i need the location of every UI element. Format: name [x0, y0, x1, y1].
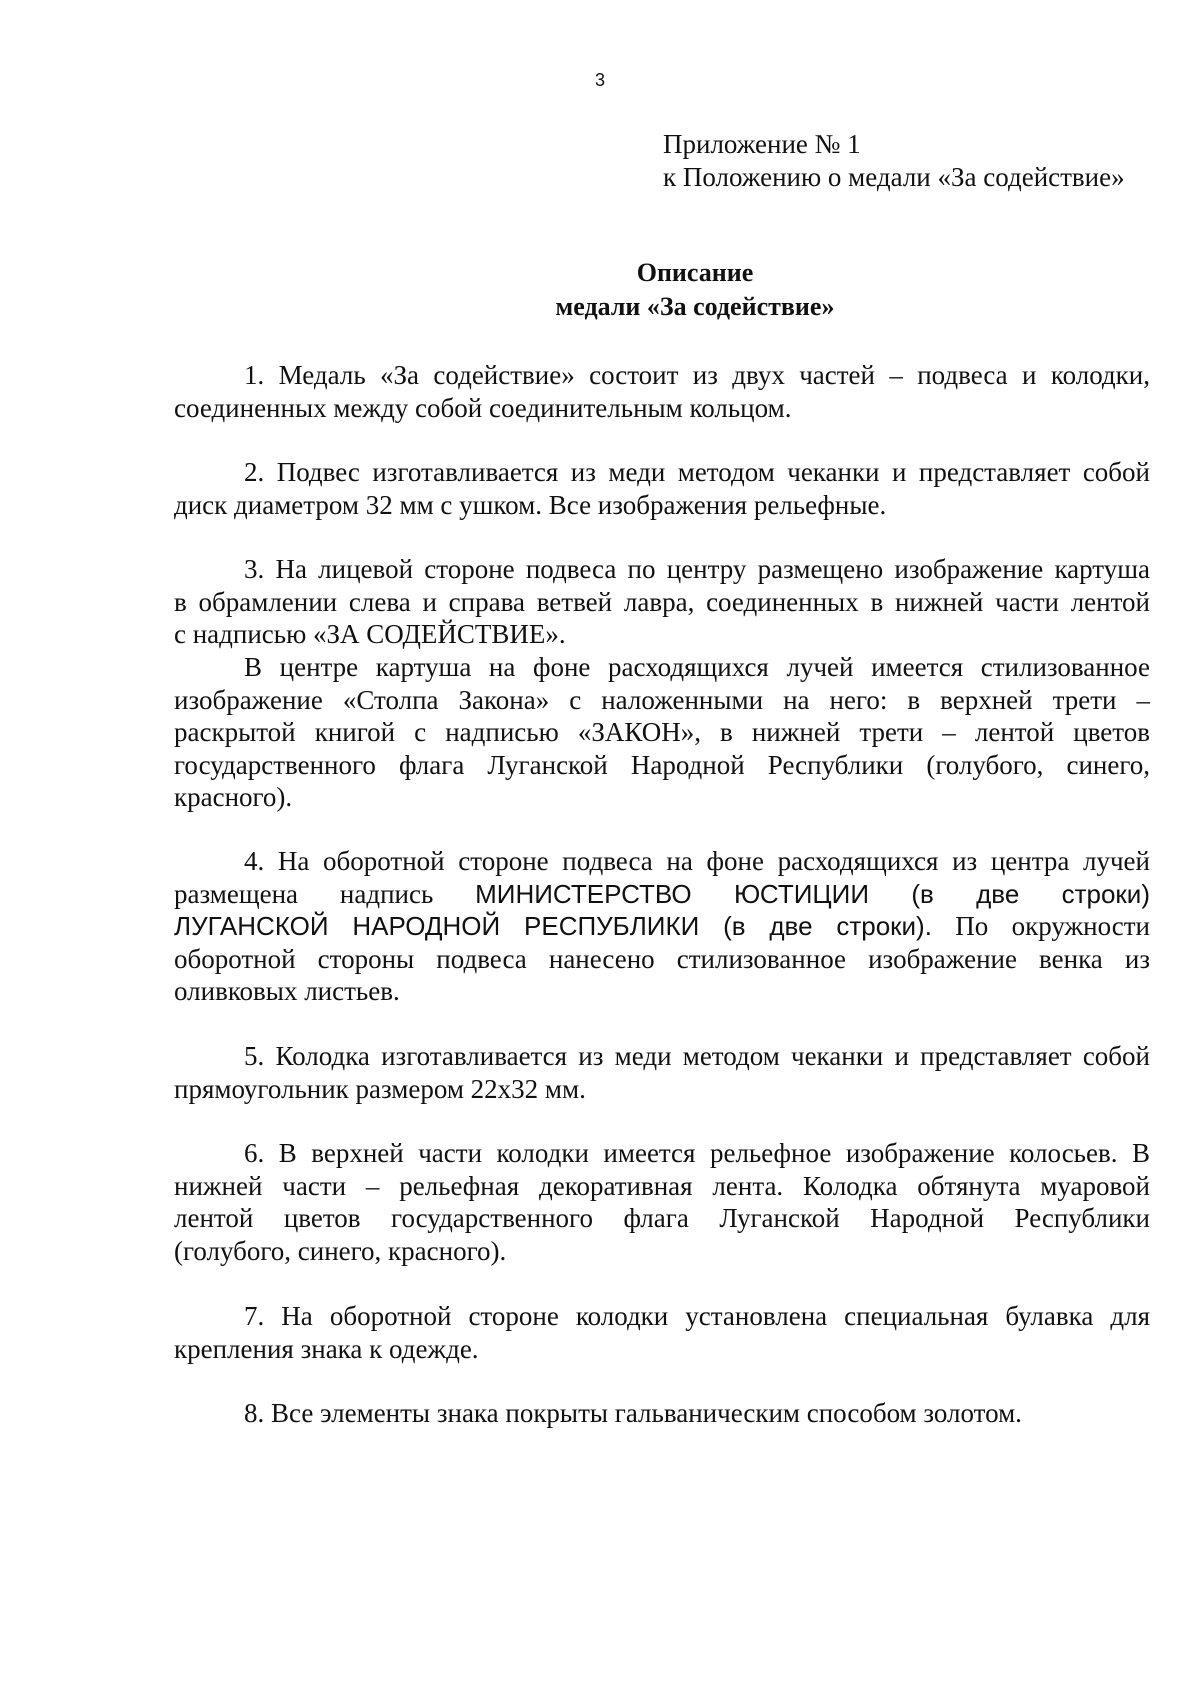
title-line-2: медали «За содействие» — [555, 292, 835, 321]
paragraph-7 — [174, 1300, 1150, 1365]
paragraph-1 — [174, 359, 1150, 424]
paragraph-4-line-1: 4. На оборотной стороне подвеса на фоне расходящихся из центра лучей — [244, 846, 1150, 876]
title-line-1: Описание — [636, 258, 754, 287]
paragraph-4-line-4: оборотной стороны подвеса нанесено стилизованное изображение венка из — [174, 943, 1150, 974]
paragraph-4-line-5: оливковых листьев. — [174, 976, 400, 1007]
paragraph-6-line-1: 6. В верхней части колодки имеется рельефное изображение колосьев. В — [244, 1138, 1150, 1168]
appendix-line-1: Приложение № 1 — [663, 129, 861, 159]
paragraph-3-line-3: с надписью «ЗА СОДЕЙСТВИЕ». — [174, 619, 566, 650]
paragraph-6 — [174, 1137, 1150, 1267]
paragraph-1-line-2: соединенных между собой соединительным кольцом. — [174, 392, 792, 423]
paragraph-7-line-1: 7. На оборотной стороне колодки установлена специальная булавка для — [244, 1301, 1150, 1331]
appendix-line-2: к Положению о медали «За содействие» — [663, 162, 1125, 192]
paragraph-4-line-3-end: По окружности — [955, 911, 1151, 942]
paragraph-3-continued — [174, 651, 1150, 814]
paragraph-4-line-2-start: размещена надпись — [174, 878, 434, 909]
appendix-header — [663, 128, 1125, 194]
paragraph-3b-line-2: изображение «Столпа Закона» с наложенными на него: в верхней трети – — [174, 684, 1150, 715]
paragraph-3b-line-1: В центре картуша на фоне расходящихся лучей имеется стилизованное — [244, 652, 1150, 682]
paragraph-5-line-1: 5. Колодка изготавливается из меди методом чеканки и представляет собой — [244, 1041, 1150, 1071]
paragraph-7-line-2: крепления знака к одежде. — [174, 1333, 479, 1364]
paragraph-4-line-2 — [174, 878, 1150, 911]
paragraph-2-line-1: 2. Подвес изготавливается из меди методом чеканки и представляет собой — [244, 457, 1150, 487]
paragraph-4-line-3 — [174, 910, 1150, 943]
paragraph-3b-line-5: красного). — [174, 782, 293, 813]
paragraph-3b-line-3: раскрытой книгой с надписью «ЗАКОН», в нижней трети – лентой цветов — [174, 717, 1150, 748]
paragraph-8 — [174, 1397, 1150, 1430]
paragraph-1-line-1: 1. Медаль «За содействие» состоит из двух частей – подвеса и колодки, — [244, 360, 1150, 390]
paragraph-6-line-2: нижней части – рельефная декоративная лента. Колодка обтянута муаровой — [174, 1170, 1150, 1201]
paragraph-4 — [174, 845, 1150, 1008]
paragraph-8-line-1: 8. Все элементы знака покрыты гальваническим способом золотом. — [244, 1398, 1022, 1428]
paragraph-5-line-2: прямоугольник размером 22х32 мм. — [174, 1073, 586, 1104]
page-number: 3 — [594, 70, 605, 90]
paragraph-3-line-1: 3. На лицевой стороне подвеса по центру размещено изображение картуша — [244, 554, 1150, 584]
paragraph-3b-line-4: государственного флага Луганской Народной Республики (голубого, синего, — [174, 749, 1150, 780]
paragraph-6-line-4: (голубого, синего, красного). — [174, 1235, 507, 1266]
paragraph-2 — [174, 456, 1150, 521]
paragraph-2-line-2: диск диаметром 32 мм с ушком. Все изображения рельефные. — [174, 489, 887, 520]
paragraph-6-line-3: лентой цветов государственного флага Луганской Народной Республики — [174, 1203, 1150, 1234]
document-title — [0, 256, 1200, 324]
paragraph-5 — [174, 1040, 1150, 1105]
paragraph-4-line-2-caps: МИНИСТЕРСТВО ЮСТИЦИИ (в две строки) — [475, 878, 1150, 909]
paragraph-3-line-2: в обрамлении слева и справа ветвей лавра, соединенных в нижней части лентой — [174, 586, 1150, 617]
paragraph-4-line-3-caps: ЛУГАНСКОЙ НАРОДНОЙ РЕСПУБЛИКИ (в две строки). — [174, 911, 932, 942]
paragraph-3 — [174, 553, 1150, 651]
